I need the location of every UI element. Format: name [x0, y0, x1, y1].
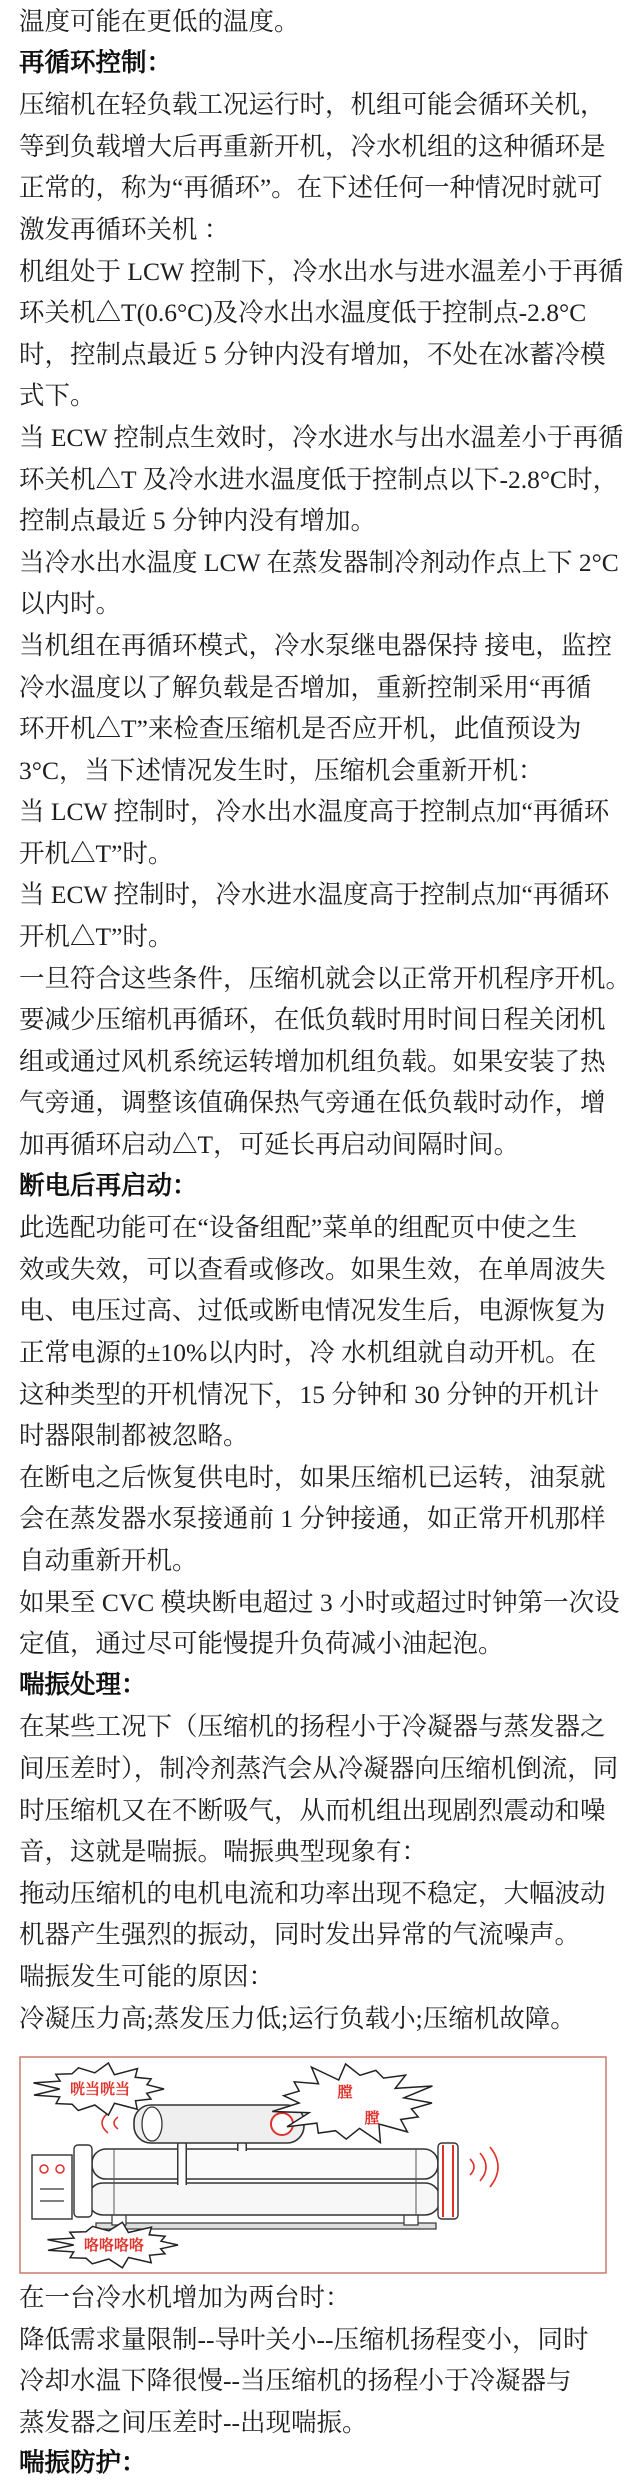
text-line: 喘振发生可能的原因：	[19, 1961, 275, 1991]
text-line: 降低需求量限制--导叶关小--压缩机扬程变小，同时	[19, 2324, 589, 2354]
section-heading-power-restart: 断电后再启动：	[19, 1171, 198, 1200]
text-line: 开机△T”时。	[19, 922, 174, 952]
water-box-left	[74, 2145, 92, 2217]
text-line: 激发再循环关机 ：	[19, 214, 230, 244]
text-line: 温度可能在更低的温度。	[19, 7, 300, 36]
text-line: 时压缩机又在不断吸气，从而机组出现剧烈震动和噪	[19, 1795, 606, 1825]
section-heading-surge-handling: 喘振处理：	[19, 1670, 147, 1699]
section-heading-surge-protection: 喘振防护：	[19, 2449, 147, 2478]
text-line: 压缩机在轻负载工况运行时，机组可能会循环关机，	[19, 90, 606, 120]
text-line: 拖动压缩机的电机电流和功率出现不稳定，大幅波动	[19, 1878, 606, 1908]
motor-end-cap	[271, 2113, 293, 2135]
text-line: 音，这就是喘振。喘振典型现象有：	[19, 1837, 428, 1867]
text-line: 环开机△T”来检查压缩机是否应开机，此值预设为	[19, 714, 582, 744]
text-line: 如果至 CVC 模块断电超过 3 小时或超过时钟第一次设	[19, 1587, 620, 1617]
text-line: 在一台冷水机增加为两台时：	[19, 2283, 351, 2313]
text-line: 正常的，称为“再循环”。在下述任何一种情况时就可	[19, 173, 603, 203]
text-line: 以内时。	[19, 589, 122, 619]
text-line: 此选配功能可在“设备组配”菜单的组配页中使之生	[19, 1213, 578, 1243]
text-line: 控制点最近 5 分钟内没有增加。	[19, 506, 377, 536]
text-line: 时，控制点最近 5 分钟内没有增加，不处在冰蓄冷模	[19, 339, 606, 369]
text-line: 气旁通，调整该值确保热气旁通在低负载时动作，增	[19, 1088, 606, 1118]
text-line: 蒸发器之间压差时--出现喘振。	[19, 2407, 368, 2437]
text-line: 开机△T”时。	[19, 838, 174, 868]
text-line: 正常电源的±10%以内时，冷 水机组就自动开机。在	[19, 1338, 597, 1367]
text-line: 在断电之后恢复供电时，如果压缩机已运转，油泵就	[19, 1462, 606, 1492]
text-line: 时器限制都被忽略。	[19, 1421, 249, 1451]
text-line: 3°C，当下述情况发生时，压缩机会重新开机：	[19, 755, 544, 785]
text-line: 定值，通过尽可能慢提升负荷减小油起泡。	[19, 1629, 504, 1659]
shake-lines-right	[470, 2147, 498, 2187]
text-line: 这种类型的开机情况下，15 分钟和 30 分钟的开机计	[19, 1379, 600, 1409]
text-line: 当 ECW 控制时，冷水进水温度高于控制点加“再循环	[19, 880, 610, 910]
text-line: 自动重新开机。	[19, 1545, 198, 1575]
text-line: 间压差时），制冷剂蒸汽会从冷凝器向压缩机倒流，同	[19, 1753, 619, 1783]
text-line: 式下。	[19, 381, 96, 411]
text-line: 当冷水出水温度 LCW 在蒸发器制冷剂动作点上下 2°C	[19, 547, 619, 577]
text-line: 组或通过风机系统运转增加机组负载。如果安装了热	[19, 1046, 606, 1076]
sound-text-bottom-left: 咯咯咯咯	[83, 2237, 145, 2255]
water-box-right	[438, 2143, 458, 2219]
sound-text-top-right-1: 膛	[337, 2084, 353, 2102]
text-line: 加再循环启动△T，可延长再启动间隔时间。	[19, 1130, 520, 1160]
text-line: 等到负载增大后再重新开机，冷水机组的这种循环是	[19, 131, 606, 161]
text-line: 在某些工况下（压缩机的扬程小于冷凝器与蒸发器之	[19, 1712, 606, 1742]
text-line: 当 ECW 控制点生效时，冷水进水与出水温差小于再循	[19, 422, 624, 452]
text-line: 当 LCW 控制时，冷水出水温度高于控制点加“再循环	[19, 797, 610, 827]
shake-lines-left	[102, 2113, 118, 2133]
text-line: 机组处于 LCW 控制下，冷水出水与进水温差小于再循	[19, 256, 624, 286]
compressor-inlet	[142, 2107, 162, 2141]
text-line: 冷凝压力高;蒸发压力低;运行负载小;压缩机故障。	[19, 2003, 576, 2033]
surge-sketch-svg	[0, 2055, 644, 2277]
condenser-shell	[92, 2149, 438, 2179]
text-line: 环关机△T 及冷水进水温度低于控制点以下-2.8°C时，	[19, 464, 619, 494]
text-line: 效或失效，可以查看或修改。如果生效，在单周波失	[19, 1254, 606, 1284]
chiller-sketch	[32, 2105, 498, 2229]
text-line: 一旦符合这些条件，压缩机就会以正常开机程序开机。	[19, 963, 632, 993]
surge-illustration	[0, 2039, 644, 2277]
text-line: 冷却水温下降很慢--当压缩机的扬程小于冷凝器与	[19, 2366, 572, 2396]
text-line: 环关机△T(0.6°C)及冷水出水温度低于控制点-2.8°C	[19, 298, 587, 328]
text-line: 会在蒸发器水泵接通前 1 分钟接通，如正常开机那样	[19, 1504, 606, 1534]
section-heading-recirculation: 再循环控制：	[19, 48, 173, 77]
text-line: 冷水温度以了解负载是否增加，重新控制采用“再循	[19, 672, 592, 702]
sound-text-top-left: 咣当咣当	[69, 2081, 131, 2099]
text-line: 要减少压缩机再循环，在低负载时用时间日程关闭机	[19, 1005, 606, 1035]
text-line: 电、电压过高、过低或断电情况发生后，电源恢复为	[19, 1296, 606, 1326]
control-panel	[32, 2155, 72, 2219]
evaporator-shell	[88, 2183, 440, 2215]
sound-text-top-right-2: 膛	[364, 2110, 380, 2128]
text-line: 机器产生强烈的振动，同时发出异常的气流噪声。	[19, 1920, 581, 1950]
text-line: 当机组在再循环模式，冷水泵继电器保持 接电，监控	[19, 630, 612, 660]
